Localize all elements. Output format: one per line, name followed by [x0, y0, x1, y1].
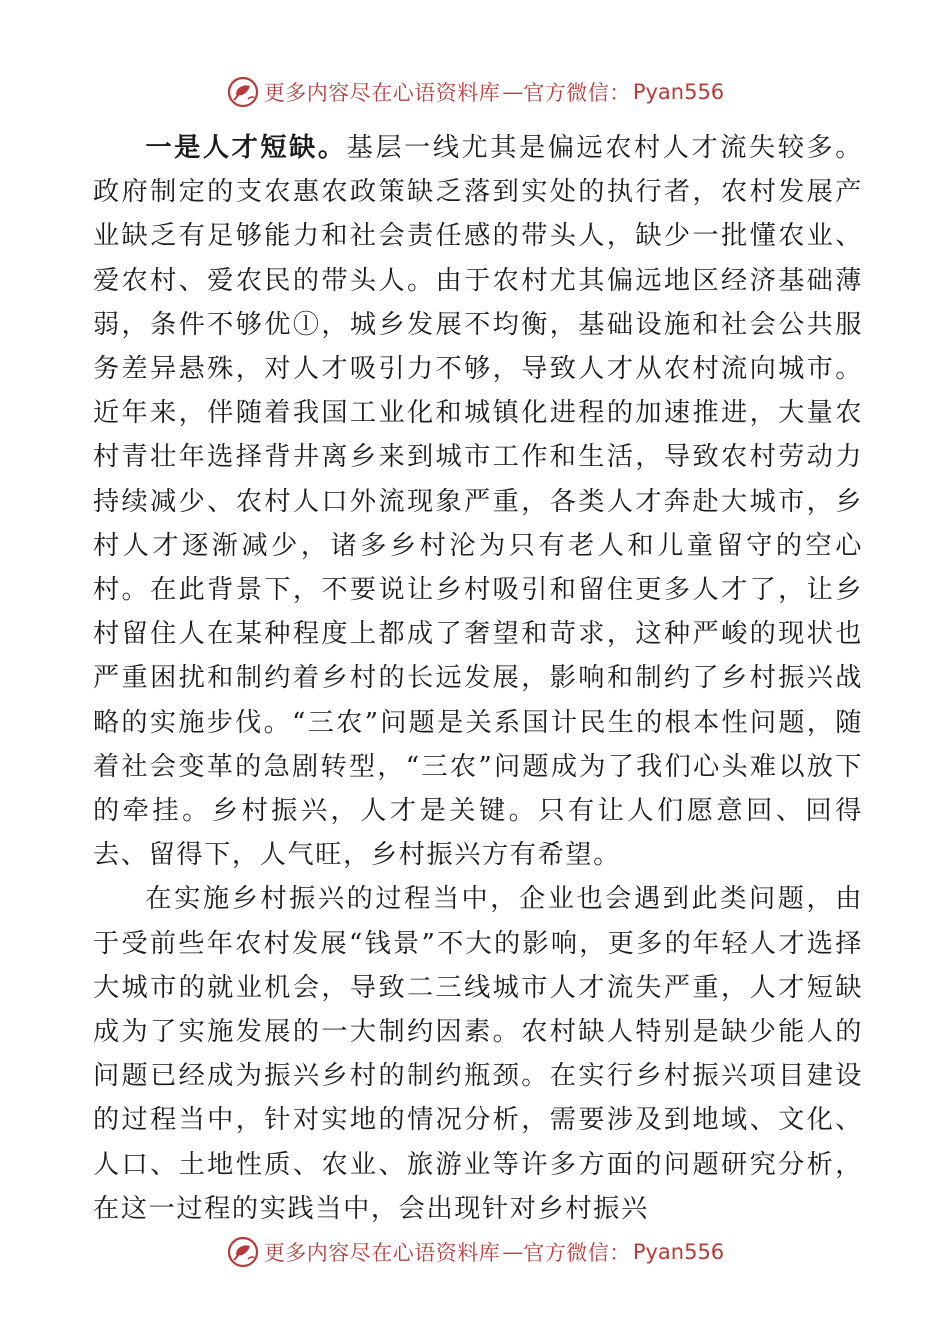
- banner-wechat-label: 官方微信：: [523, 81, 631, 105]
- heart-leaf-logo-icon: [226, 75, 260, 109]
- banner-slogan: 更多内容尽在心语资料库: [263, 81, 501, 105]
- banner-wechat-id: Pyan556: [632, 1240, 725, 1264]
- paragraph-enterprise-issue: [93, 877, 863, 1231]
- paragraph-lead-heading: 一是人才短缺。: [145, 132, 347, 163]
- banner-separator: —: [502, 1240, 524, 1264]
- document-body: [93, 126, 863, 1231]
- paragraph-text: 基层一线尤其是偏远农村人才流失较多。政府制定的支农惠农政策缺乏落到实处的执行者，农村发展产业缺乏有足够能力和社会责任感的带头人，缺少一批懂农业、爱农村、爱农民的带头人。由于农村尤其偏远地区经济基础薄弱，条件不够优ⓛ，城乡发展不均衡，基础设施和社会公共服务差异悬殊，对人才吸引力不够，导致人才从农村流向城市。近年来，伴随着我国工业化和城镇化进程的加速推进，大量农村青壮年选择背井离乡来到城市工作和生活，导致农村劳动力持续减少、农村人口外流现象严重，各类人才奔赴大城市，乡村人才逐渐减少，诸多乡村沦为只有老人和儿童留守的空心村。在此背景下，不要说让乡村吸引和留住更多人才了，让乡村留住人在某种程度上都成了奢望和苛求，这种严峻的现状也严重困扰和制约着乡村的长远发展，影响和制约了乡村振兴战略的实施步伐。“三农”问题是关系国计民生的根本性问题，随着社会变革的急剧转型，“三农”问题成为了我们心头难以放下的牵挂。乡村振兴，人才是关键。只有让人们愿意回、回得去、留得下，人气旺，乡村振兴方有希望。: [93, 133, 863, 871]
- banner-separator: —: [502, 80, 524, 104]
- paragraph-talent-shortage: [93, 126, 863, 877]
- paragraph-text: 在实施乡村振兴的过程当中，企业也会遇到此类问题，由于受前些年农村发展“钱景”不大的影响，更多的年轻人才选择大城市的就业机会，导致二三线城市人才流失严重，人才短缺成为了实施发展的一大制约因素。农村缺人特别是缺少能人的问题已经成为振兴乡村的制约瓶颈。在实行乡村振兴项目建设的过程当中，针对实地的情况分析，需要涉及到地域、文化、人口、土地性质、农业、旅游业等许多方面的问题研究分析，在这一过程的实践当中，会出现针对乡村振兴: [93, 884, 863, 1224]
- header-watermark-banner: [0, 72, 950, 112]
- heart-leaf-logo-icon: [226, 1235, 260, 1269]
- banner-slogan: 更多内容尽在心语资料库: [263, 1241, 501, 1265]
- footer-watermark-banner: [0, 1232, 950, 1272]
- banner-wechat-label: 官方微信：: [523, 1241, 631, 1265]
- banner-wechat-id: Pyan556: [632, 80, 725, 104]
